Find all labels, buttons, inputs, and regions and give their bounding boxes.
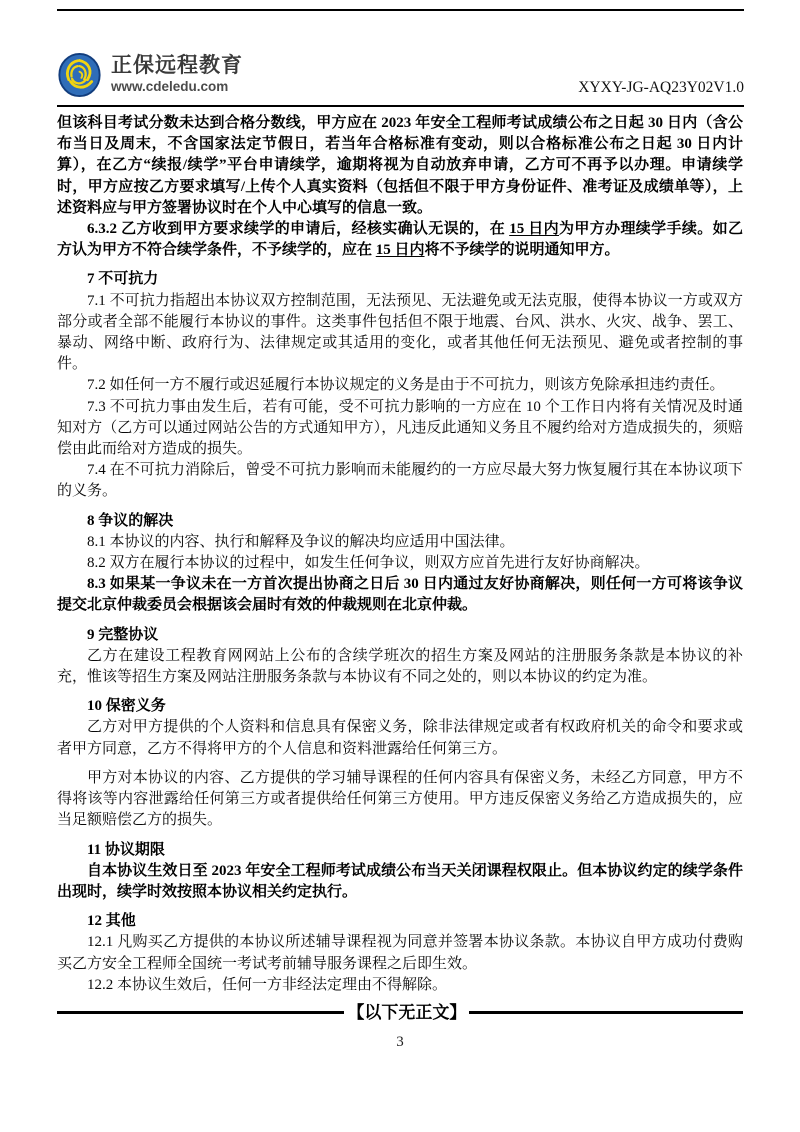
- text-segment: 6.3.2 乙方收到甲方要求续学的申请后，经核实确认无误的，在: [87, 221, 510, 238]
- end-of-text-marker: 【以下无正文】: [347, 1002, 467, 1022]
- text-segment: 11 协议期限: [87, 841, 165, 858]
- section-heading: [57, 511, 743, 532]
- paragraph: [57, 646, 743, 688]
- text-segment: 甲方对本协议的内容、乙方提供的学习辅导课程的任何内容具有保密义务，未经乙方同意，甲方不得将该等内容泄露给任何第三方或者提供给任何第三方使用。甲方违反保密义务给乙方造成损失的，应当足额赔偿乙方的损失。: [57, 769, 743, 829]
- top-border-rule: [57, 9, 744, 11]
- text-segment: 7.1 不可抗力指超出本协议双方控制范围，无法预见、无法避免或无法克服，使得本协议一方或双方部分或者全部不能履行本协议的事件。这类事件包括但不限于地震、台风、洪水、火灾、战争、罢工、暴动、网络中断、政府行为、法律规定或其适用的变化，或者其他任何无法预见、避免或者控制的事件。: [57, 292, 743, 373]
- text-segment: 12.1 凡购买乙方提供的本协议所述辅导课程视为同意并签署本协议条款。本协议自甲方成功付费购买乙方安全工程师全国统一考试考前辅导服务课程之后即生效。: [57, 934, 743, 972]
- section-heading: [57, 696, 743, 717]
- brand-logo-icon: [57, 52, 102, 98]
- text-segment: 但该科目考试分数未达到合格分数线，甲方应在 2023 年安全工程师考试成绩公布之日起 30 日内（含公布当日及周末，不含国家法定节假日，若当年合格标准有变动，则以合格标准公布之日起 30 日内计算），在乙方“续报/续学”平台申请续学，逾期将视为自动放弃申请，乙方可不再予以办理。申请续学时，甲方应按乙方要求填写/上传个人真实资料（包括但不限于甲方身份证件、准考证及成绩单等），上述资料应与甲方签署协议时在个人中心填写的信息一致。: [57, 115, 743, 216]
- end-of-text-rule: [57, 1004, 743, 1021]
- text-segment: 7.2 如任何一方不履行或迟延履行本协议规定的义务是由于不可抗力，则该方免除承担违约责任。: [87, 377, 725, 394]
- brand-name: 正保远程教育: [111, 54, 243, 78]
- brand-block: [57, 52, 243, 98]
- paragraph: [57, 861, 743, 903]
- text-segment: 7.4 在不可抗力消除后，曾受不可抗力影响而未能履约的一方应尽最大努力恢复履行其在本协议项下的义务。: [57, 462, 743, 500]
- brand-text: [111, 55, 243, 94]
- paragraph: [57, 574, 743, 616]
- text-segment: 为甲方办理续学手续。如乙方认为甲方不符合续学条件，不予续学的，应在: [57, 221, 743, 259]
- end-rule-right-bar: [469, 1011, 743, 1014]
- brand-url: www.cdeledu.com: [111, 79, 229, 95]
- text-segment: 8.3 如果某一争议未在一方首次提出协商之日后 30 日内通过友好协商解决，则任何一方可将该争议提交北京仲裁委员会根据该会届时有效的仲裁规则在北京仲裁。: [57, 576, 743, 614]
- text-segment: 8 争议的解决: [87, 512, 174, 529]
- text-segment: 10 保密义务: [87, 698, 166, 715]
- paragraph: [57, 113, 743, 219]
- underlined-term: 15 日内: [509, 221, 560, 238]
- paragraph: [57, 219, 743, 261]
- paragraph: [57, 932, 743, 974]
- section-heading: [57, 911, 743, 932]
- text-segment: 12.2 本协议生效后，任何一方非经法定理由不得解除。: [87, 976, 448, 993]
- paragraph: [57, 532, 743, 553]
- paragraph: [57, 375, 743, 396]
- page-header: [57, 52, 744, 107]
- underlined-term: 15 日内: [375, 242, 425, 259]
- paragraph: [57, 460, 743, 502]
- text-segment: 8.2 双方在履行本协议的过程中，如发生任何争议，则双方应首先进行友好协商解决。: [87, 555, 650, 572]
- text-segment: 乙方在建设工程教育网网站上公布的含续学班次的招生方案及网站的注册服务条款是本协议的补充，惟该等招生方案及网站注册服务条款与本协议有不同之处的，则以本协议的约定为准。: [57, 647, 743, 686]
- text-segment: 9 完整协议: [87, 626, 159, 643]
- text-segment: 将不予续学的说明通知甲方。: [424, 242, 620, 259]
- paragraph: [57, 291, 743, 376]
- section-heading: [57, 840, 743, 861]
- section-heading: [57, 269, 743, 290]
- paragraph: [57, 768, 743, 832]
- document-body: [57, 113, 743, 1021]
- text-segment: 12 其他: [87, 913, 136, 930]
- header-row: [57, 52, 744, 107]
- text-segment: 自本协议生效日至 2023 年安全工程师考试成绩公布当天关闭课程权限止。但本协议约定的续学条件出现时，续学时效按照本协议相关约定执行。: [57, 862, 743, 900]
- section-heading: [57, 625, 743, 646]
- document-code: XYXY-JG-AQ23Y02V1.0: [578, 79, 744, 96]
- paragraph: [57, 397, 743, 461]
- text-segment: 8.1 本协议的内容、执行和解释及争议的解决均应适用中国法律。: [87, 533, 515, 550]
- text-segment: 7.3 不可抗力事由发生后，若有可能，受不可抗力影响的一方应在 10 个工作日内将有关情况及时通知对方（乙方可以通过网站公告的方式通知甲方），凡违反此通知义务且不履约给对方造成损失的，须赔偿由此而给对方造成的损失。: [57, 398, 743, 458]
- paragraph: [57, 717, 743, 759]
- paragraph: [57, 553, 743, 574]
- paragraph: [57, 975, 743, 996]
- end-rule-left-bar: [57, 1011, 344, 1014]
- text-segment: 乙方对甲方提供的个人资料和信息具有保密义务，除非法律规定或者有权政府机关的命令和要求或者甲方同意，乙方不得将甲方的个人信息和资料泄露给任何第三方。: [57, 719, 743, 757]
- text-segment: 7 不可抗力: [87, 271, 159, 288]
- page-number: 3: [396, 1034, 404, 1050]
